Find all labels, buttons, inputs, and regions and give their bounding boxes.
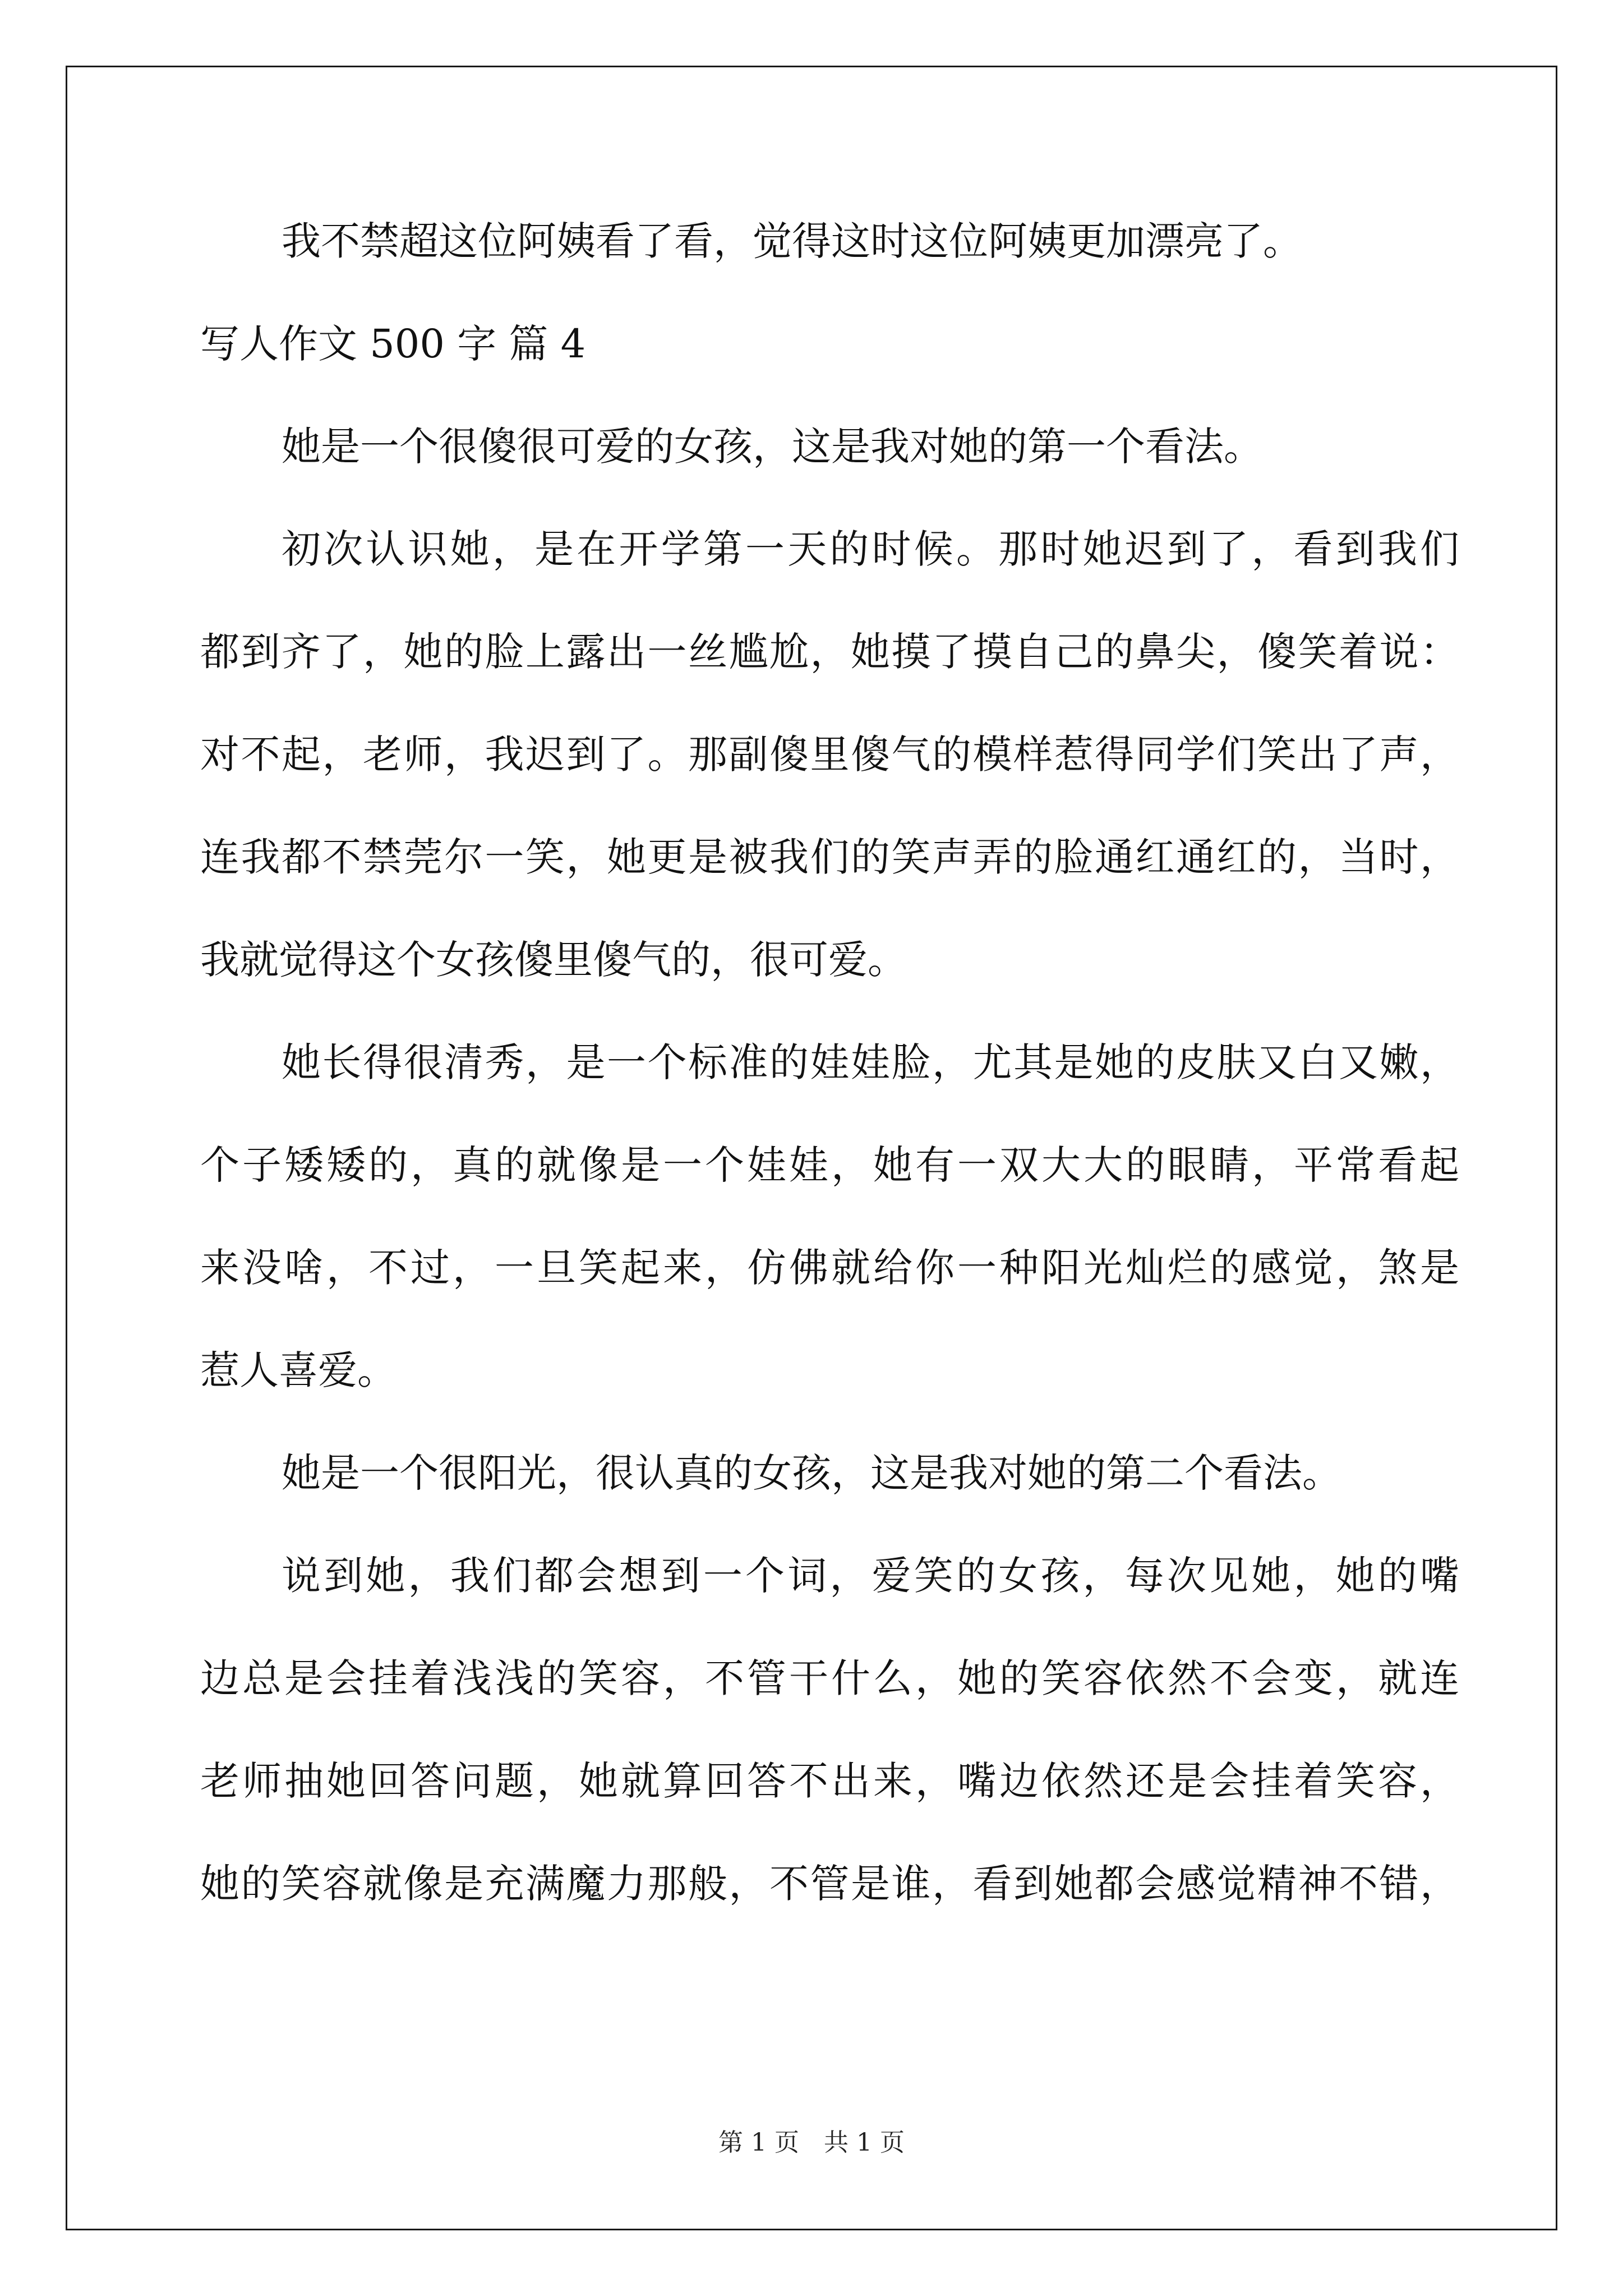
paragraph-line: 她是一个很阳光，很认真的女孩，这是我对她的第二个看法。 <box>282 1450 1341 1496</box>
page-total: 共 1 页 <box>824 2128 905 2157</box>
paragraph-line: 边总是会挂着浅浅的笑容，不管干什么，她的笑容依然不会变，就连 <box>200 1655 1459 1701</box>
paragraph-line: 个子矮矮的，真的就像是一个娃娃，她有一双大大的眼睛，平常看起 <box>200 1142 1459 1188</box>
paragraph-line: 都到齐了，她的脸上露出一丝尴尬，她摸了摸自己的鼻尖，傻笑着说： <box>200 629 1459 675</box>
paragraph-line: 对不起，老师，我迟到了。那副傻里傻气的模样惹得同学们笑出了声， <box>200 731 1459 777</box>
paragraph-line: 惹人喜爱。 <box>200 1347 396 1393</box>
document-body <box>200 216 1459 1961</box>
section-heading: 写人作文 500 字 篇 4 <box>200 321 586 367</box>
paragraph-line: 我就觉得这个女孩傻里傻气的，很可爱。 <box>200 937 907 983</box>
paragraph-line: 连我都不禁莞尔一笑，她更是被我们的笑声弄的脸通红通红的，当时， <box>200 834 1459 880</box>
paragraph-line: 她是一个很傻很可爱的女孩，这是我对她的第一个看法。 <box>282 424 1263 470</box>
page-number: 第 1 页 <box>718 2128 799 2157</box>
paragraph-line: 我不禁超这位阿姨看了看，觉得这时这位阿姨更加漂亮了。 <box>282 218 1302 264</box>
paragraph-line: 说到她，我们都会想到一个词，爱笑的女孩，每次见她，她的嘴 <box>282 1553 1459 1599</box>
paragraph-line: 她的笑容就像是充满魔力那般，不管是谁，看到她都会感觉精神不错， <box>200 1861 1459 1907</box>
paragraph-line: 来没啥，不过，一旦笑起来，仿佛就给你一种阳光灿烂的感觉，煞是 <box>200 1245 1459 1291</box>
paragraph-line: 老师抽她回答问题，她就算回答不出来，嘴边依然还是会挂着笑容， <box>200 1758 1459 1804</box>
paragraph-line: 她长得很清秀，是一个标准的娃娃脸，尤其是她的皮肤又白又嫩， <box>282 1039 1459 1085</box>
paragraph-line: 初次认识她，是在开学第一天的时候。那时她迟到了，看到我们 <box>282 526 1459 572</box>
page-footer <box>0 2126 1623 2160</box>
